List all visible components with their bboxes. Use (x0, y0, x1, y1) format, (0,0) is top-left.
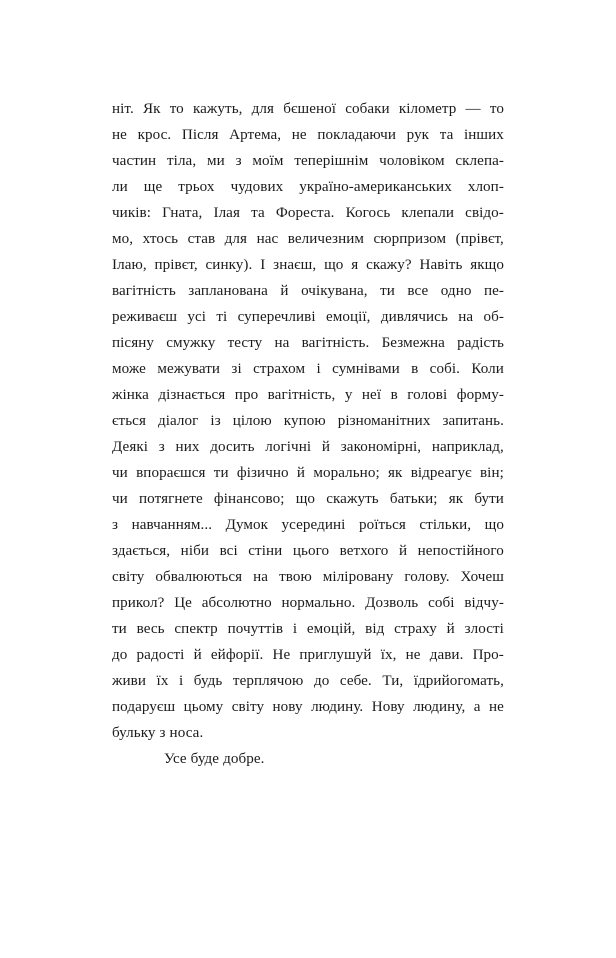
word: І (260, 257, 266, 273)
word: то (489, 101, 504, 117)
word: величезним (287, 231, 365, 247)
word: ветхого (339, 543, 389, 559)
word: собаки (345, 101, 390, 117)
word: з (235, 153, 242, 169)
word: Про- (472, 647, 504, 663)
word: стіни (248, 543, 283, 559)
word: злості (464, 621, 504, 637)
word: й (296, 465, 306, 481)
word: сюрпризом (373, 231, 447, 247)
word: усередині (281, 517, 346, 533)
word: пе- (483, 283, 504, 299)
word: наприклад, (431, 439, 504, 455)
word: світу (231, 699, 265, 715)
word: Хочеш (460, 569, 504, 585)
word: синку). (205, 257, 253, 273)
text-line (112, 96, 504, 122)
word: дізнається (158, 387, 226, 403)
word: очікувана, (301, 283, 368, 299)
word: з (112, 517, 119, 533)
word: свідо- (465, 205, 504, 221)
word: — (465, 101, 481, 117)
word: зі (231, 361, 242, 377)
word: покладаючи (317, 127, 397, 143)
word: обвалюються (155, 569, 243, 585)
word: що (484, 517, 504, 533)
text-line (112, 460, 504, 486)
text-line (112, 382, 504, 408)
word: фізично (236, 465, 289, 481)
word: та (439, 127, 454, 143)
word: до (112, 647, 128, 663)
word: нормально. (281, 595, 356, 611)
word: радість (457, 335, 504, 351)
word: Безмежна (381, 335, 445, 351)
word: голову. (404, 569, 450, 585)
word: фінансово; (213, 491, 285, 507)
text-line (112, 668, 504, 694)
word: в (411, 361, 419, 377)
word: із (210, 413, 221, 429)
word: потягнете (139, 491, 203, 507)
text-line (112, 434, 504, 460)
word: суперечливі (237, 309, 316, 325)
word: цьому (183, 699, 224, 715)
word: він; (479, 465, 504, 481)
word: прівєт, (154, 257, 198, 273)
word: Це (174, 595, 192, 611)
word: досить (210, 439, 255, 455)
text-line (112, 252, 504, 278)
word: голові (407, 387, 448, 403)
word: теперішнім (294, 153, 369, 169)
word: одно (440, 283, 472, 299)
word: тесту (227, 335, 263, 351)
word: став (187, 231, 216, 247)
word: й (321, 439, 331, 455)
word: кілометр (398, 101, 457, 117)
word: рук (406, 127, 430, 143)
word: ми (206, 153, 225, 169)
word: людину, (413, 699, 466, 715)
word: морально; (313, 465, 380, 481)
word: у (344, 387, 353, 403)
word: цілою (232, 413, 272, 429)
word: вагітність, (267, 387, 336, 403)
word: відреагує (410, 465, 472, 481)
word: Не (272, 647, 291, 663)
paragraph-closing (112, 746, 504, 772)
word: жінка (112, 387, 149, 403)
word: до (313, 673, 330, 689)
word: не (112, 127, 127, 143)
word: межувати (157, 361, 221, 377)
word: непостійного (417, 543, 504, 559)
word: будь (193, 673, 223, 689)
word: бєшеної (283, 101, 337, 117)
word: чудових (230, 179, 284, 195)
word: Коли (471, 361, 504, 377)
word: інших (464, 127, 504, 143)
text-line (112, 330, 504, 356)
word: Дозволь (365, 595, 419, 611)
word: тіла, (167, 153, 197, 169)
word: собі (428, 595, 455, 611)
word: і (316, 361, 321, 377)
text-line: Усе буде добре. (164, 751, 265, 767)
text-line (112, 174, 504, 200)
word: запланована (188, 283, 268, 299)
word: Думок (225, 517, 269, 533)
word: про (234, 387, 259, 403)
word: Гната, (162, 205, 203, 221)
word: роїться (358, 517, 406, 533)
word: ейфорії. (210, 647, 264, 663)
word: себе. (339, 673, 372, 689)
word: і (178, 673, 184, 689)
word: емоції, (325, 309, 371, 325)
word: Ілая (213, 205, 240, 221)
word: об- (483, 309, 504, 325)
word: ще (143, 179, 163, 195)
word: пісяну (112, 335, 154, 351)
word: живи (112, 673, 147, 689)
word: бути (474, 491, 504, 507)
word: неї (361, 387, 382, 403)
word: абсолютно (201, 595, 272, 611)
text-line (112, 564, 504, 590)
word: чи (112, 465, 128, 481)
page-text-block (112, 96, 504, 772)
word: як (448, 491, 464, 507)
word: кажуть, (192, 101, 243, 117)
word: усі (187, 309, 207, 325)
text-line (112, 122, 504, 148)
word: дивлячись (380, 309, 448, 325)
text-line (112, 642, 504, 668)
word: на (274, 335, 290, 351)
text-line (112, 278, 504, 304)
word: батьки; (389, 491, 438, 507)
text-line (112, 538, 504, 564)
word: страхом (253, 361, 306, 377)
word: а (473, 699, 481, 715)
word: Фореста. (275, 205, 335, 221)
word: діалог (157, 413, 199, 429)
word: ти (380, 283, 395, 299)
word: стільки, (419, 517, 472, 533)
text-line (112, 356, 504, 382)
word: хлоп- (467, 179, 504, 195)
word: не (488, 699, 504, 715)
word: твою (279, 569, 312, 585)
word: якщо (470, 257, 504, 273)
word: Нову (371, 699, 405, 715)
word: й (398, 543, 408, 559)
word: частин (112, 153, 157, 169)
word: здається, (112, 543, 171, 559)
text-line: бульку з носа. (112, 725, 204, 741)
word: й (280, 283, 289, 299)
word: й (193, 647, 202, 663)
text-line (112, 304, 504, 330)
word: собі. (429, 361, 460, 377)
word: моїм (252, 153, 284, 169)
text-line (112, 200, 504, 226)
word: Навіть (419, 257, 463, 273)
word: Після (181, 127, 219, 143)
word: ті (216, 309, 228, 325)
word: чи (112, 491, 128, 507)
word: приглушуй (299, 647, 372, 663)
word: скажу? (366, 257, 412, 273)
word: нову (272, 699, 303, 715)
word: я (351, 257, 359, 273)
word: мо, (112, 231, 134, 247)
word: що (295, 491, 316, 507)
word: логічні (265, 439, 312, 455)
word: подаруєш (112, 699, 176, 715)
word: їх, (380, 647, 397, 663)
word: вагітність. (301, 335, 370, 351)
word: купою (283, 413, 326, 429)
word: ніби (180, 543, 210, 559)
text-line (112, 512, 504, 538)
word: спектр (174, 621, 218, 637)
word: знаєш, (273, 257, 317, 273)
word: прикол? (112, 595, 165, 611)
word: страху (394, 621, 437, 637)
word: не (405, 647, 421, 663)
word: для (224, 231, 248, 247)
word: чоловіком (379, 153, 445, 169)
text-line (112, 148, 504, 174)
word: радості (136, 647, 185, 663)
word: світу (112, 569, 145, 585)
word: них (175, 439, 200, 455)
word: не (291, 127, 307, 143)
word: що (324, 257, 344, 273)
word: Ти, (382, 673, 404, 689)
word: нас (256, 231, 279, 247)
word: склепа- (455, 153, 504, 169)
text-line (112, 694, 504, 720)
text-line (112, 616, 504, 642)
word: з (158, 439, 165, 455)
word: смужку (166, 335, 216, 351)
word: Як (142, 101, 161, 117)
word: Деякі (112, 439, 149, 455)
word: трьох (178, 179, 215, 195)
text-line (112, 226, 504, 252)
word: форму- (456, 387, 504, 403)
word: запитань. (442, 413, 504, 429)
word: і (292, 621, 298, 637)
text-line (112, 486, 504, 512)
word: в (390, 387, 398, 403)
word: україно-американських (299, 179, 452, 195)
word: Ілаю, (112, 257, 147, 273)
word: може (112, 361, 146, 377)
word: цього (292, 543, 330, 559)
word: реживаєш (112, 309, 178, 325)
word: весь (136, 621, 165, 637)
word: різноманітних (337, 413, 431, 429)
word: їх (156, 673, 169, 689)
word: то (169, 101, 184, 117)
word: й (446, 621, 455, 637)
word: клепали (401, 205, 455, 221)
word: ти (213, 465, 229, 481)
word: відчу- (464, 595, 504, 611)
word: Артема, (229, 127, 282, 143)
word: їдрийогомать, (413, 673, 504, 689)
word: крос. (137, 127, 172, 143)
word: від (365, 621, 385, 637)
word: чиків: (112, 205, 151, 221)
word: дави. (429, 647, 464, 663)
word: закономірні, (340, 439, 422, 455)
word: на (458, 309, 474, 325)
word: сумнівами (332, 361, 400, 377)
word: ніт. (112, 101, 134, 117)
word: як (387, 465, 403, 481)
word: Когось (345, 205, 391, 221)
word: емоцій, (306, 621, 356, 637)
word: ли (112, 179, 128, 195)
word: ється (112, 413, 146, 429)
word: всі (219, 543, 238, 559)
word: на (253, 569, 269, 585)
word: почуттів (227, 621, 284, 637)
word: ти (112, 621, 127, 637)
word: міліровану (322, 569, 394, 585)
word: терплячою (232, 673, 304, 689)
paragraph-continued (112, 96, 504, 746)
word: впораєшся (136, 465, 206, 481)
word: скажуть (326, 491, 379, 507)
text-line (112, 408, 504, 434)
word: все (407, 283, 429, 299)
word: вагітність (112, 283, 176, 299)
word: (прівєт, (455, 231, 504, 247)
word: для (251, 101, 275, 117)
word: людину. (311, 699, 364, 715)
text-line (112, 590, 504, 616)
word: навчанням... (131, 517, 213, 533)
word: та (251, 205, 265, 221)
word: хтось (142, 231, 179, 247)
